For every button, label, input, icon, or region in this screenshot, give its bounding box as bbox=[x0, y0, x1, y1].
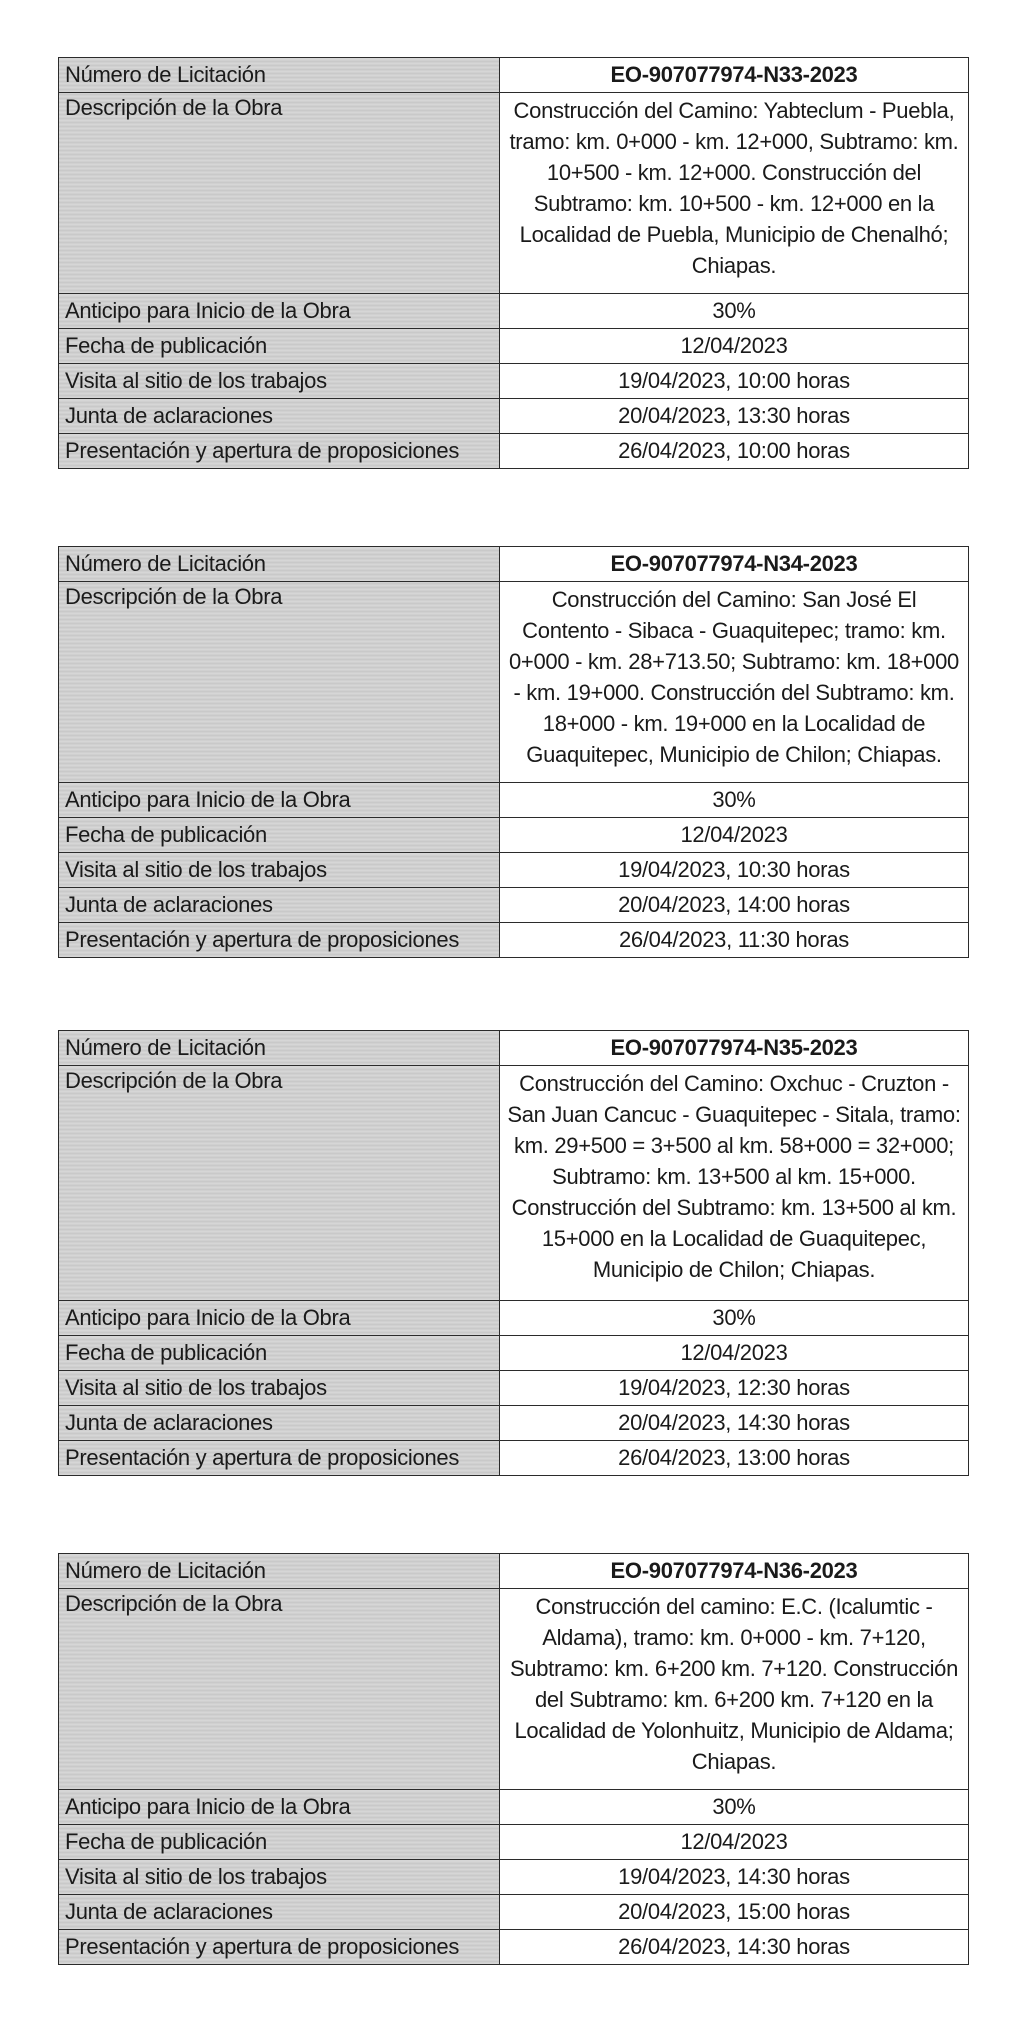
label-presentacion: Presentación y apertura de proposiciones bbox=[59, 434, 500, 469]
value-presentacion: 26/04/2023, 13:00 horas bbox=[500, 1441, 969, 1476]
tender-row-anticipo bbox=[59, 1301, 969, 1336]
label-presentacion: Presentación y apertura de proposiciones bbox=[59, 1930, 500, 1965]
tender-row-fecha bbox=[59, 818, 969, 853]
label-presentacion: Presentación y apertura de proposiciones bbox=[59, 1441, 500, 1476]
tender-row-descripcion bbox=[59, 582, 969, 783]
value-fecha-publicacion: 12/04/2023 bbox=[500, 329, 969, 364]
value-visita: 19/04/2023, 12:30 horas bbox=[500, 1371, 969, 1406]
tender-row-anticipo bbox=[59, 294, 969, 329]
value-numero: EO-907077974-N36-2023 bbox=[500, 1554, 969, 1589]
label-anticipo: Anticipo para Inicio de la Obra bbox=[59, 1790, 500, 1825]
tender-row-junta bbox=[59, 1895, 969, 1930]
value-descripcion: Construcción del Camino: San José El Contento - Sibaca - Guaquitepec; tramo: km. 0+000 - km. 28+713.50; Subtramo: km. 18+000 - km. 19+000. Construcción del Subtramo: km. 18+000 - km. 19+000 en la Localidad de Guaquitepec, Municipio de Chilon; Chiapas. bbox=[500, 582, 969, 783]
tender-row-presentacion bbox=[59, 1441, 969, 1476]
label-descripcion: Descripción de la Obra bbox=[59, 582, 500, 783]
value-visita: 19/04/2023, 10:00 horas bbox=[500, 364, 969, 399]
tender-row-visita bbox=[59, 853, 969, 888]
tender-table-4 bbox=[58, 1553, 969, 1965]
tender-row-visita bbox=[59, 364, 969, 399]
tender-row-fecha bbox=[59, 329, 969, 364]
value-fecha-publicacion: 12/04/2023 bbox=[500, 1825, 969, 1860]
tender-row-visita bbox=[59, 1860, 969, 1895]
value-anticipo: 30% bbox=[500, 1790, 969, 1825]
label-visita: Visita al sitio de los trabajos bbox=[59, 1371, 500, 1406]
value-anticipo: 30% bbox=[500, 294, 969, 329]
value-junta: 20/04/2023, 14:00 horas bbox=[500, 888, 969, 923]
label-numero: Número de Licitación bbox=[59, 1031, 500, 1066]
tender-row-numero bbox=[59, 1554, 969, 1589]
label-descripcion: Descripción de la Obra bbox=[59, 93, 500, 294]
tender-row-junta bbox=[59, 888, 969, 923]
label-descripcion: Descripción de la Obra bbox=[59, 1066, 500, 1301]
tender-row-descripcion bbox=[59, 93, 969, 294]
tender-row-anticipo bbox=[59, 1790, 969, 1825]
tender-row-descripcion bbox=[59, 1589, 969, 1790]
value-numero: EO-907077974-N35-2023 bbox=[500, 1031, 969, 1066]
label-presentacion: Presentación y apertura de proposiciones bbox=[59, 923, 500, 958]
value-fecha-publicacion: 12/04/2023 bbox=[500, 1336, 969, 1371]
label-descripcion: Descripción de la Obra bbox=[59, 1589, 500, 1790]
tender-row-visita bbox=[59, 1371, 969, 1406]
tender-row-presentacion bbox=[59, 923, 969, 958]
value-numero: EO-907077974-N33-2023 bbox=[500, 58, 969, 93]
tender-row-numero bbox=[59, 1031, 969, 1066]
value-descripcion: Construcción del camino: E.C. (Icalumtic - Aldama), tramo: km. 0+000 - km. 7+120, Subtramo: km. 6+200 km. 7+120. Construcción del Subtramo: km. 6+200 km. 7+120 en la Localidad de Yolonhuitz, Municipio de Aldama; Chiapas. bbox=[500, 1589, 969, 1790]
tender-row-presentacion bbox=[59, 1930, 969, 1965]
label-anticipo: Anticipo para Inicio de la Obra bbox=[59, 1301, 500, 1336]
value-visita: 19/04/2023, 10:30 horas bbox=[500, 853, 969, 888]
value-junta: 20/04/2023, 13:30 horas bbox=[500, 399, 969, 434]
label-numero: Número de Licitación bbox=[59, 547, 500, 582]
label-fecha-publicacion: Fecha de publicación bbox=[59, 329, 500, 364]
value-fecha-publicacion: 12/04/2023 bbox=[500, 818, 969, 853]
label-junta: Junta de aclaraciones bbox=[59, 1895, 500, 1930]
tender-table-1 bbox=[58, 57, 969, 469]
value-presentacion: 26/04/2023, 10:00 horas bbox=[500, 434, 969, 469]
label-visita: Visita al sitio de los trabajos bbox=[59, 364, 500, 399]
value-anticipo: 30% bbox=[500, 783, 969, 818]
value-visita: 19/04/2023, 14:30 horas bbox=[500, 1860, 969, 1895]
value-presentacion: 26/04/2023, 11:30 horas bbox=[500, 923, 969, 958]
label-numero: Número de Licitación bbox=[59, 1554, 500, 1589]
label-junta: Junta de aclaraciones bbox=[59, 399, 500, 434]
label-anticipo: Anticipo para Inicio de la Obra bbox=[59, 783, 500, 818]
value-anticipo: 30% bbox=[500, 1301, 969, 1336]
value-descripcion: Construcción del Camino: Oxchuc - Cruzton - San Juan Cancuc - Guaquitepec - Sitala, tramo: km. 29+500 = 3+500 al km. 58+000 = 32+000; Subtramo: km. 13+500 al km. 15+000. Construcción del Subtramo: km. 13+500 al km. 15+000 en la Localidad de Guaquitepec, Municipio de Chilon; Chiapas. bbox=[500, 1066, 969, 1301]
label-fecha-publicacion: Fecha de publicación bbox=[59, 1825, 500, 1860]
value-junta: 20/04/2023, 15:00 horas bbox=[500, 1895, 969, 1930]
tender-table-2 bbox=[58, 546, 969, 958]
value-presentacion: 26/04/2023, 14:30 horas bbox=[500, 1930, 969, 1965]
label-fecha-publicacion: Fecha de publicación bbox=[59, 1336, 500, 1371]
tender-row-anticipo bbox=[59, 783, 969, 818]
tender-row-junta bbox=[59, 1406, 969, 1441]
tender-row-presentacion bbox=[59, 434, 969, 469]
tender-row-numero bbox=[59, 547, 969, 582]
tender-row-junta bbox=[59, 399, 969, 434]
label-anticipo: Anticipo para Inicio de la Obra bbox=[59, 294, 500, 329]
label-visita: Visita al sitio de los trabajos bbox=[59, 1860, 500, 1895]
label-fecha-publicacion: Fecha de publicación bbox=[59, 818, 500, 853]
label-junta: Junta de aclaraciones bbox=[59, 888, 500, 923]
tender-row-fecha bbox=[59, 1825, 969, 1860]
value-descripcion: Construcción del Camino: Yabteclum - Puebla, tramo: km. 0+000 - km. 12+000, Subtramo: km. 10+500 - km. 12+000. Construcción del Subtramo: km. 10+500 - km. 12+000 en la Localidad de Puebla, Municipio de Chenalhó; Chiapas. bbox=[500, 93, 969, 294]
label-junta: Junta de aclaraciones bbox=[59, 1406, 500, 1441]
tender-row-fecha bbox=[59, 1336, 969, 1371]
tender-row-numero bbox=[59, 58, 969, 93]
tender-table-3 bbox=[58, 1030, 969, 1476]
value-numero: EO-907077974-N34-2023 bbox=[500, 547, 969, 582]
label-numero: Número de Licitación bbox=[59, 58, 500, 93]
label-visita: Visita al sitio de los trabajos bbox=[59, 853, 500, 888]
value-junta: 20/04/2023, 14:30 horas bbox=[500, 1406, 969, 1441]
tender-row-descripcion bbox=[59, 1066, 969, 1301]
